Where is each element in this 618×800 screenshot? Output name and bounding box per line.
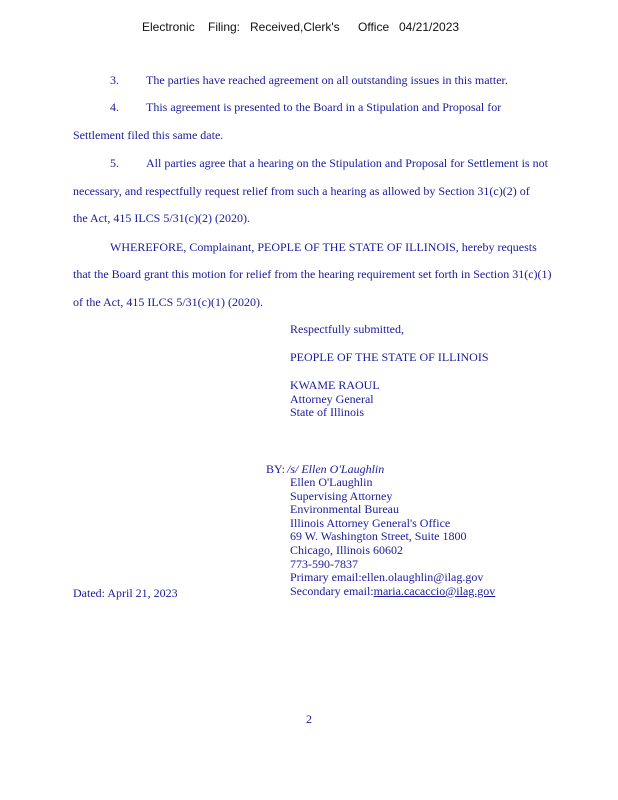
signer-name: Ellen O'Laughlin — [290, 475, 373, 489]
primary-email-row — [290, 571, 495, 585]
paragraph-4-line-2: Settlement filed this same date. — [73, 128, 224, 142]
header-received: Received,Clerk's — [250, 20, 340, 34]
signer-street: 69 W. Washington Street, Suite 1800 — [290, 529, 467, 544]
signer-bureau: Environmental Bureau — [290, 502, 399, 517]
attorney-general-title: Attorney General — [290, 391, 374, 406]
signer-office: Illinois Attorney General's Office — [290, 515, 451, 530]
attorney-general-state: State of Illinois — [290, 405, 364, 420]
dated-line: Dated: April 21, 2023 — [73, 586, 178, 600]
attorney-general-name: KWAME RAOUL — [290, 378, 380, 392]
page-number: 2 — [306, 712, 312, 726]
paragraph-4-line-1: This agreement is presented to the Board in a Stipulation and Proposal for — [146, 100, 502, 114]
wherefore-line-1: WHEREFORE, Complainant, PEOPLE OF THE STATE OF ILLINOIS, hereby requests — [110, 240, 537, 254]
paragraph-5-line-3: the Act, 415 ILCS 5/31(c)(2) (2020). — [73, 211, 250, 225]
signer-title: Supervising Attorney — [290, 488, 393, 503]
paragraph-5-line-2: necessary, and respectfully request relief from such a hearing as allowed by Section 31(c)(2) of — [73, 184, 530, 198]
paragraph-3-number: 3. — [110, 73, 119, 87]
header-electronic: Electronic — [142, 20, 195, 34]
header-date: 04/21/2023 — [399, 20, 460, 34]
by-label: BY: — [266, 462, 285, 476]
primary-email-link[interactable]: ellen.olaughlin@ilag.gov — [361, 570, 484, 585]
paragraph-3-text: The parties have reached agreement on all outstanding issues in this matter. — [146, 73, 508, 87]
signer-phone: 773-590-7837 — [290, 556, 358, 571]
party-name: PEOPLE OF THE STATE OF ILLINOIS — [290, 350, 489, 364]
header-office: Office — [358, 20, 390, 34]
primary-email-label: Primary email: — [290, 570, 362, 585]
closing: Respectfully submitted, — [290, 322, 404, 336]
paragraph-5-number: 5. — [110, 156, 119, 170]
wherefore-line-2: that the Board grant this motion for relief from the hearing requirement set forth in Section 31(c)(1) — [73, 267, 552, 281]
attorney-general-block — [290, 379, 380, 420]
signer-contact-block — [290, 476, 495, 598]
secondary-email-link[interactable]: maria.cacaccio@ilag.gov — [373, 583, 496, 598]
wherefore-line-3: of the Act, 415 ILCS 5/31(c)(1) (2020). — [73, 295, 263, 309]
secondary-email-label: Secondary email: — [290, 583, 374, 598]
secondary-email-row — [290, 585, 495, 599]
signer-city: Chicago, Illinois 60602 — [290, 542, 403, 557]
header-filing: Filing: — [208, 20, 241, 34]
paragraph-4-number: 4. — [110, 100, 119, 114]
paragraph-5-line-1: All parties agree that a hearing on the Stipulation and Proposal for Settlement is not — [146, 156, 548, 170]
electronic-signature: /s/ Ellen O'Laughlin — [287, 462, 385, 476]
